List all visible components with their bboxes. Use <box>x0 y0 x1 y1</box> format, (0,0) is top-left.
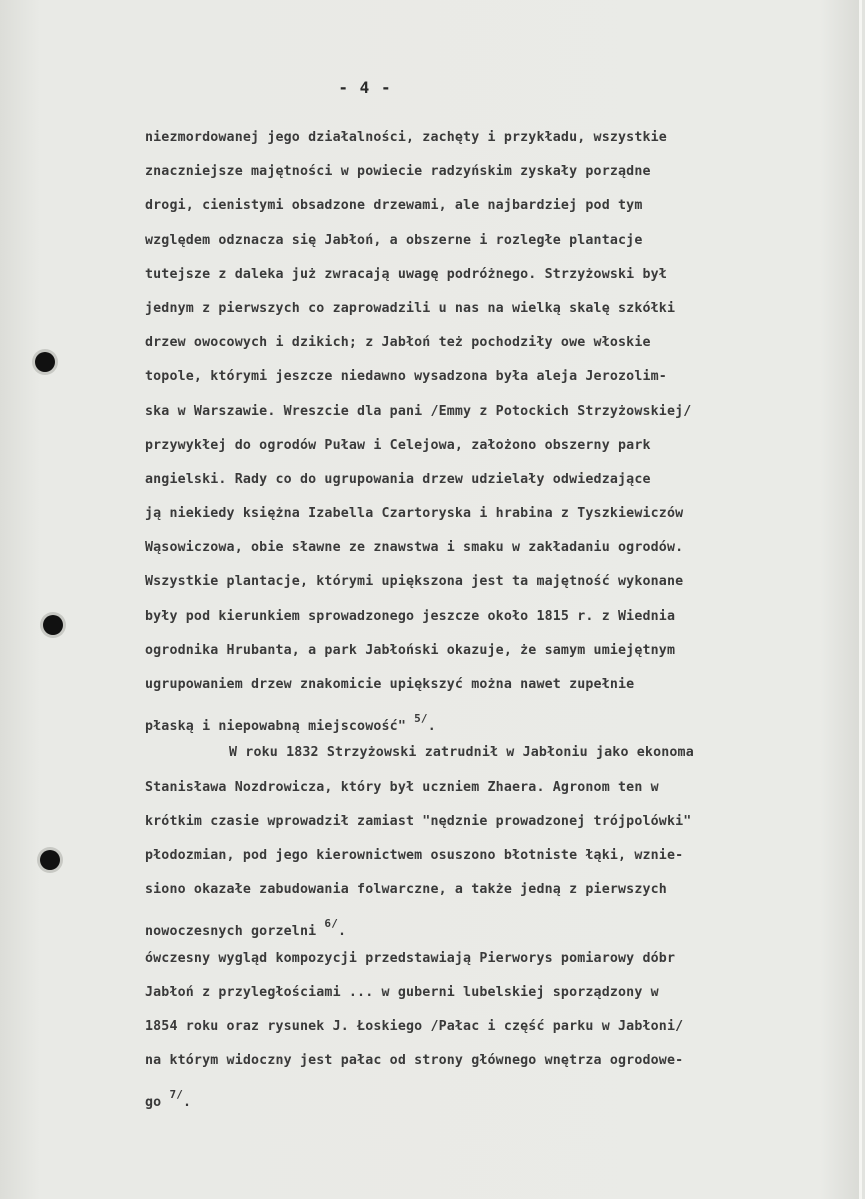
text-line <box>145 942 857 976</box>
text-line <box>145 1044 857 1078</box>
line-text: niezmordowanej jego działalności, zachęty i przykładu, wszystkie <box>145 130 667 145</box>
text-line <box>145 429 857 463</box>
text-line <box>145 702 857 736</box>
text-line <box>145 907 857 941</box>
line-text: W roku 1832 Strzyżowski zatrudnił w Jabłoniu jako ekonoma <box>229 745 694 761</box>
text-line <box>145 531 857 565</box>
text-line <box>145 565 857 599</box>
main-text <box>145 121 857 1112</box>
text-line <box>145 224 857 258</box>
line-text: go <box>145 1095 162 1111</box>
line-text: Wąsowiczowa, obie sławne ze znawstwa i smaku w zakładaniu ogrodów. <box>145 540 684 556</box>
text-line <box>145 463 857 497</box>
footnote-ref: 5/ <box>414 712 428 726</box>
text-line <box>145 873 857 907</box>
line-text: 1854 roku oraz rysunek J. Łoskiego /Pałac i część parku w Jabłoni/ <box>145 1018 684 1034</box>
page-number: - 4 - <box>338 78 392 97</box>
text-line <box>145 976 857 1010</box>
line-text: nowoczesnych gorzelni <box>145 924 317 940</box>
line-text: płodozmian, pod jego kierownictwem osuszono błotniste łąki, wznie- <box>145 847 684 863</box>
line-end-punctuation: . <box>427 719 436 735</box>
line-text: ska w Warszawie. Wreszcie dla pani /Emmy z Potockich Strzyżowskiej/ <box>145 403 692 419</box>
text-line <box>145 292 857 326</box>
text-line <box>145 497 857 531</box>
text-line <box>145 634 857 668</box>
line-text: jednym z pierwszych co zaprowadzili u nas na wielką skalę szkółki <box>145 300 676 316</box>
line-text: płaską i niepowabną miejscowość" <box>145 719 406 735</box>
line-end-punctuation: . <box>337 924 347 940</box>
line-text: znaczniejsze majętności w powiecie radzyńskim zyskały porządne <box>145 164 651 180</box>
line-text: Wszystkie plantacje, którymi upiększona jest ta majętność wykonane <box>145 574 684 590</box>
text-line <box>145 395 857 429</box>
line-text: drogi, cienistymi obsadzone drzewami, ale najbardziej pod tym <box>145 198 643 214</box>
page-edge <box>859 0 862 1199</box>
paragraph <box>145 942 857 1113</box>
line-text: topole, którymi jeszcze niedawno wysadzona była aleja Jerozolim- <box>145 369 667 385</box>
footnote-ref: 7/ <box>169 1088 184 1102</box>
line-text: ogrodnika Hrubanta, a park Jabłoński okazuje, że samym umiejętnym <box>145 642 676 658</box>
punch-hole-middle <box>43 615 63 635</box>
text-line <box>145 668 857 702</box>
punch-hole-top <box>35 352 55 372</box>
text-line <box>145 1078 857 1112</box>
line-text: przywykłej do ogrodów Puław i Celejowa, założono obszerny park <box>145 437 651 453</box>
line-text: ugrupowaniem drzew znakomicie upiększyć można nawet zupełnie <box>145 677 635 692</box>
text-line <box>145 155 857 189</box>
line-text: angielski. Rady co do ugrupowania drzew udzielały odwiedzające <box>145 471 651 487</box>
text-line <box>145 600 857 634</box>
paragraph <box>145 736 857 941</box>
text-line <box>145 771 857 805</box>
text-line <box>145 805 857 839</box>
line-text: na którym widoczny jest pałac od strony głównego wnętrza ogrodowe- <box>145 1053 684 1069</box>
text-line <box>145 839 857 873</box>
footnote-ref: 6/ <box>324 917 338 931</box>
line-text: tutejsze z daleka już zwracają uwagę podróżnego. Strzyżowski był <box>145 266 667 282</box>
line-end-punctuation: . <box>183 1095 192 1111</box>
line-text: drzew owocowych i dzikich; z Jabłoń też pochodziły owe włoskie <box>145 335 651 351</box>
text-line <box>145 736 857 770</box>
line-text: Jabłoń z przyległościami ... w guberni lubelskiej sporządzony w <box>145 984 659 1000</box>
text-line <box>145 360 857 394</box>
line-text: ówczesny wygląd kompozycji przedstawiają Pierworys pomiarowy dóbr <box>145 950 676 966</box>
text-line <box>145 189 857 223</box>
line-text: siono okazałe zabudowania folwarczne, a także jedną z pierwszych <box>145 882 667 898</box>
line-text: względem odznacza się Jabłoń, a obszerne i rozległe plantacje <box>145 232 643 248</box>
line-text: Stanisława Nozdrowicza, który był uczniem Zhaera. Agronom ten w <box>145 779 659 795</box>
paragraph <box>145 121 857 736</box>
text-line <box>145 121 857 155</box>
line-text: krótkim czasie wprowadził zamiast "nędznie prowadzonej trójpolówki" <box>145 813 692 829</box>
text-line <box>145 1010 857 1044</box>
punch-hole-bottom <box>40 850 60 870</box>
text-line <box>145 258 857 292</box>
line-text: ją niekiedy księżna Izabella Czartoryska i hrabina z Tyszkiewiczów <box>145 506 684 522</box>
line-text: były pod kierunkiem sprowadzonego jeszcze około 1815 r. z Wiednia <box>145 608 676 624</box>
text-line <box>145 326 857 360</box>
